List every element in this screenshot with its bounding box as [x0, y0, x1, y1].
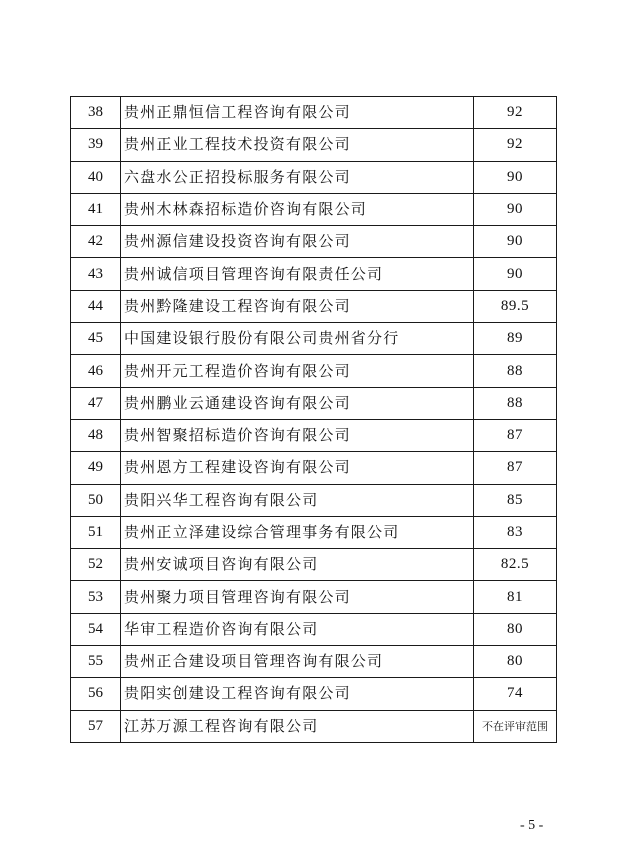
ranking-table-body — [71, 97, 557, 743]
score: 82.5 — [474, 549, 557, 581]
row-number: 55 — [71, 646, 121, 678]
row-number: 50 — [71, 484, 121, 516]
table-row — [71, 161, 557, 193]
row-number: 56 — [71, 678, 121, 710]
table-row — [71, 710, 557, 742]
row-number: 57 — [71, 710, 121, 742]
table-row — [71, 355, 557, 387]
company-name: 贵州鹏业云通建设咨询有限公司 — [121, 387, 474, 419]
row-number: 42 — [71, 226, 121, 258]
company-name: 贵州正鼎恒信工程咨询有限公司 — [121, 97, 474, 129]
company-name: 贵州智聚招标造价咨询有限公司 — [121, 419, 474, 451]
row-number: 39 — [71, 129, 121, 161]
row-number: 46 — [71, 355, 121, 387]
row-number: 45 — [71, 323, 121, 355]
company-name: 贵州正立泽建设综合管理事务有限公司 — [121, 516, 474, 548]
table-row — [71, 419, 557, 451]
page-number: - 5 - — [520, 818, 544, 833]
table-row — [71, 226, 557, 258]
score: 90 — [474, 258, 557, 290]
company-name: 华审工程造价咨询有限公司 — [121, 613, 474, 645]
table-row — [71, 97, 557, 129]
score: 89 — [474, 323, 557, 355]
score: 83 — [474, 516, 557, 548]
table-row — [71, 678, 557, 710]
table-row — [71, 549, 557, 581]
score: 90 — [474, 226, 557, 258]
company-name: 贵州木林森招标造价咨询有限公司 — [121, 193, 474, 225]
score: 88 — [474, 355, 557, 387]
company-name: 江苏万源工程咨询有限公司 — [121, 710, 474, 742]
company-name: 贵州正业工程技术投资有限公司 — [121, 129, 474, 161]
row-number: 54 — [71, 613, 121, 645]
score: 74 — [474, 678, 557, 710]
company-name: 贵州正合建设项目管理咨询有限公司 — [121, 646, 474, 678]
company-name: 贵州源信建设投资咨询有限公司 — [121, 226, 474, 258]
score: 90 — [474, 161, 557, 193]
table-row — [71, 387, 557, 419]
score: 不在评审范围 — [474, 710, 557, 742]
company-name: 中国建设银行股份有限公司贵州省分行 — [121, 323, 474, 355]
score: 85 — [474, 484, 557, 516]
company-name: 贵州安诚项目咨询有限公司 — [121, 549, 474, 581]
table-row — [71, 258, 557, 290]
table-row — [71, 193, 557, 225]
company-name: 贵州黔隆建设工程咨询有限公司 — [121, 290, 474, 322]
company-name: 贵州聚力项目管理咨询有限公司 — [121, 581, 474, 613]
score: 87 — [474, 419, 557, 451]
row-number: 38 — [71, 97, 121, 129]
score: 89.5 — [474, 290, 557, 322]
table-row — [71, 613, 557, 645]
score: 88 — [474, 387, 557, 419]
company-name: 贵州恩方工程建设咨询有限公司 — [121, 452, 474, 484]
score: 80 — [474, 613, 557, 645]
table-row — [71, 129, 557, 161]
company-name: 贵州诚信项目管理咨询有限责任公司 — [121, 258, 474, 290]
table-row — [71, 290, 557, 322]
score: 92 — [474, 97, 557, 129]
score: 90 — [474, 193, 557, 225]
company-name: 贵阳兴华工程咨询有限公司 — [121, 484, 474, 516]
table-row — [71, 581, 557, 613]
company-name: 贵阳实创建设工程咨询有限公司 — [121, 678, 474, 710]
score: 87 — [474, 452, 557, 484]
row-number: 49 — [71, 452, 121, 484]
score: 92 — [474, 129, 557, 161]
table-row — [71, 646, 557, 678]
ranking-table — [70, 96, 557, 743]
row-number: 47 — [71, 387, 121, 419]
table-row — [71, 452, 557, 484]
row-number: 43 — [71, 258, 121, 290]
row-number: 53 — [71, 581, 121, 613]
company-name: 六盘水公正招投标服务有限公司 — [121, 161, 474, 193]
row-number: 52 — [71, 549, 121, 581]
score: 81 — [474, 581, 557, 613]
row-number: 41 — [71, 193, 121, 225]
row-number: 44 — [71, 290, 121, 322]
table-row — [71, 484, 557, 516]
row-number: 48 — [71, 419, 121, 451]
table-row — [71, 323, 557, 355]
company-name: 贵州开元工程造价咨询有限公司 — [121, 355, 474, 387]
row-number: 51 — [71, 516, 121, 548]
row-number: 40 — [71, 161, 121, 193]
table-row — [71, 516, 557, 548]
score: 80 — [474, 646, 557, 678]
